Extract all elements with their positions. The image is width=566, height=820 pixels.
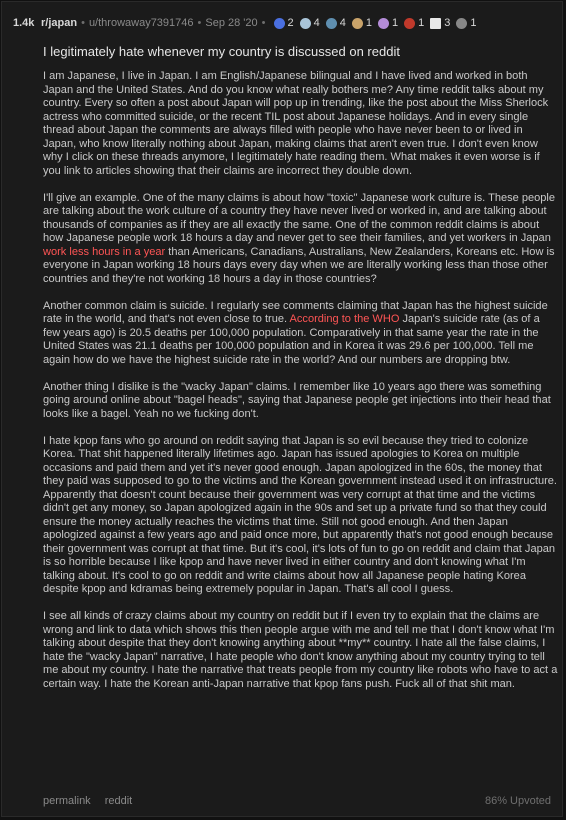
award-count: 1 [418,17,425,29]
wholesome-award-icon [352,18,363,29]
award-item[interactable] [274,17,294,29]
body-paragraph: Another thing I dislike is the "wacky Japan" claims. I remember like 10 years ago there was something going around online about "bagel heads", saying that Japanese people get injections into their head that looks like a bagel. Yeah no we fucking don't. [43,380,551,420]
permalink-link[interactable]: permalink [43,795,91,807]
body-paragraph: I am Japanese, I live in Japan. I am English/Japanese bilingual and I have lived and worked in both Japan and the United States. And do you know what really bothers me? Any time reddit talks about my country. Every so often a post about Japan will pop up in trending, like the post about the Miss Sherlock actress who committed suicide, or the recent TIL post about Japanese holidays. And in every single thread about Japan the comments are always filled with people who have never been to or lived in Japan, who know literally nothing about Japan, making claims that aren't even true. I don't even know why I click on these threads anymore, I legitimately hate reading them. What makes it even worse is if you link to articles showing that their claims are incorrect they double down. [43,70,549,177]
post-date: Sep 28 '20 [205,17,258,29]
separator-dot: • [81,17,85,29]
body-text: I'll give an example. One of the many claims is about how "toxic" Japanese work culture is. These people are talking about the work culture of a country they have never lived or worked in, and are talking about thousands of companies as if they are all exactly the same. One of the common reddit claims is about how Japanese people work 18 hours a day and never get to see their families, and yet workers in Japan [43,191,556,244]
who-link[interactable]: According to the WHO [289,313,400,325]
silver-award-icon [300,18,311,29]
work-hours-link[interactable]: work less hours in a year [43,245,166,258]
award-item[interactable] [378,17,398,29]
body-text: than Americans, Canadians, Australians, New Zealanders, Koreans etc. How is everyone in Japan working 18 hours days every day when we are literally working less than those other countries and they're not working 18 hours a day in those countries? [43,245,555,285]
hugz-award-icon [378,18,389,29]
separator-dot: • [197,17,202,29]
upvote-ratio: 86% Upvoted [484,795,551,807]
body-paragraph: I see all kinds of crazy claims about my country on reddit but if I even try to explain that the claims are wrong and link to data which shows this then people argue with me and tell me that I don't know what I'm talking about despite that they don't knowing anything about **my** country. I hate all the false claims, I hate the "wacky Japan" narrative, I hate people who don't know anything about my country trying to tell me about my country. I hate the narrative that treats people from my country like robots who have to act a certain way. I hate the Korean anti-Japan narrative that kpop fans push. Fuck all of that shit man. [43,610,558,690]
award-item[interactable] [430,17,450,29]
reddit-link[interactable]: reddit [104,795,133,807]
body-text: Another common claim is suicide. I regularly see comments claiming that Japan has the highest suicide rate in the world, and that's not even close to true. [43,299,548,325]
award-count: 2 [287,17,294,29]
author-link[interactable]: u/throwaway7391746 [88,17,194,29]
body-paragraph: I hate kpop fans who go around on reddit saying that Japan is so evil because they tried to colonize Korea. That shit happened literally lifetimes ago. Japan has issued apologies to Korea on multiple occasions and paid them and yet it's never good enough. Japan apologized in the 60s, the money that they paid was supposed to go to the victims and the Korean government instead used it on infrastructure. Apparently that doesn't count because their government was very corrupt at that time and the victims didn't get any money, so Japan apologized again in the 90s and set up a private fund so that they could ensure the money actually reaches the victims that time. Still not good enough. And then Japan apologized against a few years ago and paid once more, but apparently that's not good enough because their government was corrupt at that time. But it's cool, it's lots of fun to go on reddit and claim that Japan is so horrible because I like kpop and have never lived in either country and don't knowing what I'm talking about. It's cool to go on reddit and write claims about how all Japanese people hating Korea despite kpop and kdramas being extremely popular in Japan. That's all cool I guess. [43,434,557,595]
post-card [1,1,563,817]
gray-coin-award-icon [456,18,467,29]
body-paragraph [43,300,558,368]
body-text: Japan's suicide rate (as of a few years ago) is 20.5 deaths per 100,000 population. Comparatively in that same year the rate in the United States was 21.1 deaths per 100,000 population and in Korea it was 29.6 per 100,000. Tell me again how do we have the highest suicide rate in the world? And our numbers are dropping btw. [43,313,540,366]
post-score: 1.4k [13,17,35,29]
award-count: 4 [313,17,320,29]
award-count: 4 [339,17,346,29]
white-square-award-icon [430,18,441,29]
post-body [43,70,558,705]
award-count: 3 [444,17,451,29]
body-paragraph [43,192,558,287]
blue-hand-award-icon [274,18,285,29]
post-header [13,15,483,31]
award-count: 1 [392,17,399,29]
award-item[interactable] [300,17,320,29]
award-count: 1 [470,17,477,29]
award-item[interactable] [456,17,476,29]
separator-dot: • [261,17,266,29]
award-count: 1 [365,17,372,29]
subreddit-link[interactable]: r/japan [41,17,78,29]
bravo-award-icon [404,18,415,29]
post-footer [43,795,551,807]
award-item[interactable] [352,17,372,29]
award-item[interactable] [404,17,424,29]
award-item[interactable] [326,17,346,29]
helpful-award-icon [326,18,337,29]
post-title[interactable]: I legitimately hate whenever my country is discussed on reddit [43,44,400,59]
awards-list [274,17,483,29]
